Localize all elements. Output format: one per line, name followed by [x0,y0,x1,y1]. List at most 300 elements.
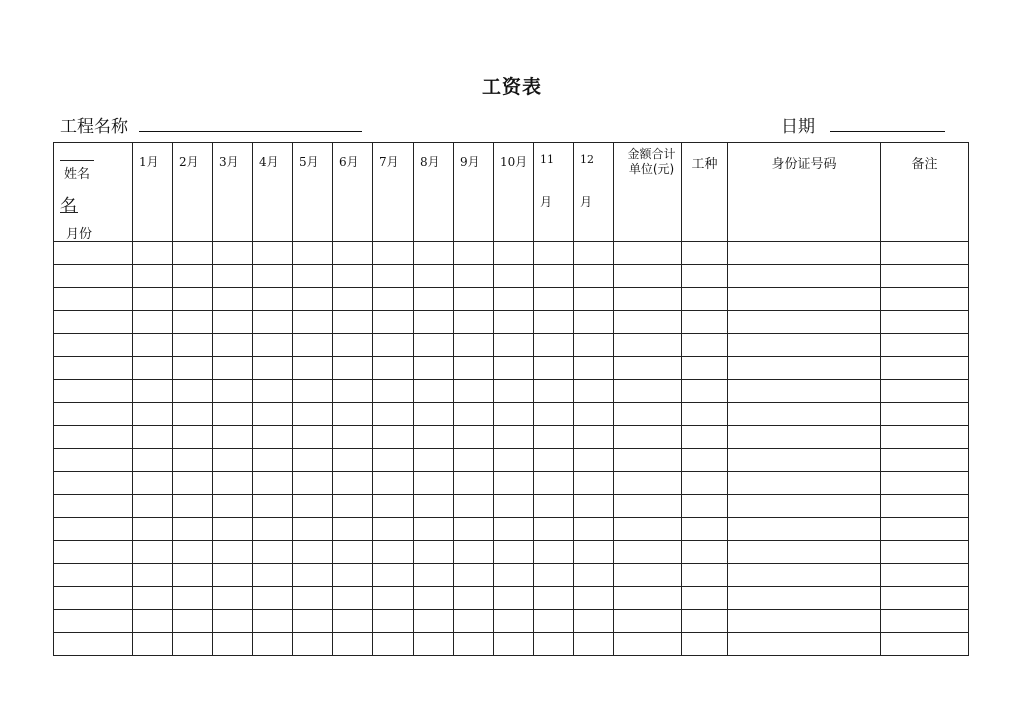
table-cell[interactable] [373,472,414,495]
table-cell[interactable] [213,564,253,587]
table-cell[interactable] [133,633,173,656]
table-cell[interactable] [173,265,213,288]
table-cell[interactable] [534,426,574,449]
table-cell[interactable] [414,288,454,311]
table-cell[interactable] [574,334,614,357]
table-cell[interactable] [293,426,333,449]
table-cell[interactable] [54,311,133,334]
table-cell[interactable] [614,518,682,541]
table-cell[interactable] [494,403,534,426]
table-cell[interactable] [213,633,253,656]
table-cell[interactable] [213,587,253,610]
table-cell[interactable] [728,518,881,541]
table-cell[interactable] [494,633,534,656]
table-cell[interactable] [54,242,133,265]
table-cell[interactable] [333,564,373,587]
table-cell[interactable] [253,610,293,633]
table-cell[interactable] [614,357,682,380]
table-cell[interactable] [614,449,682,472]
table-cell[interactable] [333,449,373,472]
table-cell[interactable] [682,541,728,564]
table-cell[interactable] [614,242,682,265]
table-cell[interactable] [614,334,682,357]
table-cell[interactable] [414,426,454,449]
table-cell[interactable] [333,311,373,334]
table-cell[interactable] [173,610,213,633]
table-cell[interactable] [614,495,682,518]
table-cell[interactable] [574,265,614,288]
table-cell[interactable] [494,472,534,495]
table-cell[interactable] [574,311,614,334]
table-cell[interactable] [373,288,414,311]
table-cell[interactable] [173,311,213,334]
table-cell[interactable] [293,633,333,656]
table-cell[interactable] [454,288,494,311]
table-cell[interactable] [133,541,173,564]
table-cell[interactable] [213,610,253,633]
table-cell[interactable] [133,472,173,495]
table-cell[interactable] [574,495,614,518]
table-cell[interactable] [414,587,454,610]
table-cell[interactable] [253,380,293,403]
table-cell[interactable] [333,357,373,380]
table-cell[interactable] [454,518,494,541]
table-cell[interactable] [373,541,414,564]
table-cell[interactable] [881,518,969,541]
table-cell[interactable] [574,380,614,403]
table-cell[interactable] [173,449,213,472]
table-cell[interactable] [173,334,213,357]
table-cell[interactable] [614,633,682,656]
table-cell[interactable] [614,541,682,564]
table-cell[interactable] [881,495,969,518]
table-cell[interactable] [494,518,534,541]
table-cell[interactable] [133,587,173,610]
table-cell[interactable] [614,587,682,610]
table-cell[interactable] [574,518,614,541]
table-cell[interactable] [213,380,253,403]
table-cell[interactable] [54,495,133,518]
table-cell[interactable] [293,311,333,334]
table-cell[interactable] [293,288,333,311]
table-cell[interactable] [682,311,728,334]
table-cell[interactable] [682,610,728,633]
table-cell[interactable] [253,449,293,472]
table-cell[interactable] [253,541,293,564]
table-cell[interactable] [373,403,414,426]
table-cell[interactable] [414,380,454,403]
table-cell[interactable] [574,633,614,656]
table-cell[interactable] [574,610,614,633]
table-cell[interactable] [133,518,173,541]
table-cell[interactable] [173,564,213,587]
table-cell[interactable] [574,587,614,610]
table-cell[interactable] [293,495,333,518]
table-cell[interactable] [293,265,333,288]
table-cell[interactable] [373,495,414,518]
table-cell[interactable] [133,380,173,403]
table-cell[interactable] [173,633,213,656]
table-cell[interactable] [682,380,728,403]
table-cell[interactable] [574,449,614,472]
table-cell[interactable] [414,242,454,265]
table-cell[interactable] [213,288,253,311]
table-cell[interactable] [293,610,333,633]
table-cell[interactable] [881,633,969,656]
table-cell[interactable] [574,288,614,311]
table-cell[interactable] [373,449,414,472]
table-cell[interactable] [728,311,881,334]
table-cell[interactable] [682,288,728,311]
table-cell[interactable] [454,265,494,288]
table-cell[interactable] [373,357,414,380]
table-cell[interactable] [133,334,173,357]
table-cell[interactable] [728,472,881,495]
table-cell[interactable] [173,426,213,449]
table-cell[interactable] [454,311,494,334]
table-cell[interactable] [173,288,213,311]
table-cell[interactable] [682,472,728,495]
table-cell[interactable] [534,587,574,610]
table-cell[interactable] [494,610,534,633]
table-cell[interactable] [54,541,133,564]
table-cell[interactable] [728,633,881,656]
table-cell[interactable] [881,541,969,564]
table-cell[interactable] [133,449,173,472]
table-cell[interactable] [682,564,728,587]
table-cell[interactable] [454,449,494,472]
table-cell[interactable] [213,472,253,495]
table-cell[interactable] [253,288,293,311]
table-cell[interactable] [534,265,574,288]
table-cell[interactable] [614,564,682,587]
table-cell[interactable] [534,242,574,265]
table-cell[interactable] [333,403,373,426]
table-cell[interactable] [293,564,333,587]
table-cell[interactable] [293,541,333,564]
table-cell[interactable] [494,242,534,265]
table-cell[interactable] [213,495,253,518]
table-cell[interactable] [534,564,574,587]
table-cell[interactable] [881,242,969,265]
table-cell[interactable] [534,357,574,380]
table-cell[interactable] [728,357,881,380]
table-cell[interactable] [54,334,133,357]
table-cell[interactable] [213,357,253,380]
table-cell[interactable] [494,357,534,380]
table-cell[interactable] [494,380,534,403]
table-cell[interactable] [534,495,574,518]
table-cell[interactable] [534,449,574,472]
table-cell[interactable] [534,518,574,541]
table-cell[interactable] [414,633,454,656]
table-cell[interactable] [454,633,494,656]
table-cell[interactable] [682,334,728,357]
table-cell[interactable] [213,265,253,288]
table-cell[interactable] [253,357,293,380]
table-cell[interactable] [574,426,614,449]
table-cell[interactable] [574,357,614,380]
table-cell[interactable] [728,541,881,564]
table-cell[interactable] [881,449,969,472]
table-cell[interactable] [881,334,969,357]
table-cell[interactable] [54,403,133,426]
table-cell[interactable] [494,288,534,311]
table-cell[interactable] [414,334,454,357]
table-cell[interactable] [293,472,333,495]
table-cell[interactable] [173,380,213,403]
table-cell[interactable] [414,449,454,472]
table-cell[interactable] [534,541,574,564]
table-cell[interactable] [682,495,728,518]
table-cell[interactable] [881,610,969,633]
table-cell[interactable] [574,564,614,587]
table-cell[interactable] [534,288,574,311]
table-cell[interactable] [414,311,454,334]
table-cell[interactable] [454,472,494,495]
table-cell[interactable] [173,472,213,495]
table-cell[interactable] [614,610,682,633]
table-cell[interactable] [54,380,133,403]
table-cell[interactable] [333,380,373,403]
table-cell[interactable] [173,242,213,265]
table-cell[interactable] [574,403,614,426]
table-cell[interactable] [54,610,133,633]
table-cell[interactable] [253,403,293,426]
table-cell[interactable] [881,403,969,426]
table-cell[interactable] [373,518,414,541]
table-cell[interactable] [133,357,173,380]
table-cell[interactable] [494,265,534,288]
table-cell[interactable] [682,426,728,449]
table-cell[interactable] [454,541,494,564]
table-cell[interactable] [414,495,454,518]
table-cell[interactable] [293,380,333,403]
table-cell[interactable] [333,472,373,495]
table-cell[interactable] [333,426,373,449]
table-cell[interactable] [414,357,454,380]
table-cell[interactable] [728,587,881,610]
table-cell[interactable] [373,610,414,633]
table-cell[interactable] [414,265,454,288]
table-cell[interactable] [173,357,213,380]
table-cell[interactable] [454,564,494,587]
table-cell[interactable] [881,265,969,288]
table-cell[interactable] [728,610,881,633]
table-cell[interactable] [534,334,574,357]
table-cell[interactable] [133,288,173,311]
table-cell[interactable] [253,633,293,656]
table-cell[interactable] [333,334,373,357]
table-cell[interactable] [54,472,133,495]
table-cell[interactable] [682,518,728,541]
table-cell[interactable] [728,449,881,472]
table-cell[interactable] [414,403,454,426]
table-cell[interactable] [534,610,574,633]
table-cell[interactable] [728,380,881,403]
table-cell[interactable] [333,541,373,564]
table-cell[interactable] [253,472,293,495]
table-cell[interactable] [253,242,293,265]
table-cell[interactable] [213,541,253,564]
table-cell[interactable] [728,242,881,265]
table-cell[interactable] [253,311,293,334]
table-cell[interactable] [454,495,494,518]
table-cell[interactable] [54,587,133,610]
table-cell[interactable] [534,472,574,495]
table-cell[interactable] [333,587,373,610]
table-cell[interactable] [54,518,133,541]
table-cell[interactable] [213,426,253,449]
table-cell[interactable] [373,587,414,610]
table-cell[interactable] [728,265,881,288]
table-cell[interactable] [454,403,494,426]
table-cell[interactable] [614,403,682,426]
table-cell[interactable] [253,265,293,288]
table-cell[interactable] [333,265,373,288]
table-cell[interactable] [373,633,414,656]
table-cell[interactable] [682,403,728,426]
table-cell[interactable] [54,449,133,472]
table-cell[interactable] [728,334,881,357]
table-cell[interactable] [682,357,728,380]
table-cell[interactable] [333,633,373,656]
table-cell[interactable] [614,472,682,495]
table-cell[interactable] [54,357,133,380]
table-cell[interactable] [414,610,454,633]
table-cell[interactable] [682,449,728,472]
table-cell[interactable] [534,403,574,426]
table-cell[interactable] [728,426,881,449]
table-cell[interactable] [293,587,333,610]
table-cell[interactable] [574,242,614,265]
table-cell[interactable] [574,472,614,495]
table-cell[interactable] [54,288,133,311]
table-cell[interactable] [454,587,494,610]
table-cell[interactable] [881,288,969,311]
table-cell[interactable] [614,311,682,334]
table-cell[interactable] [54,426,133,449]
table-cell[interactable] [881,426,969,449]
table-cell[interactable] [682,587,728,610]
table-cell[interactable] [881,311,969,334]
table-cell[interactable] [373,380,414,403]
table-cell[interactable] [54,265,133,288]
table-cell[interactable] [133,265,173,288]
table-cell[interactable] [682,242,728,265]
table-cell[interactable] [682,633,728,656]
table-cell[interactable] [494,311,534,334]
table-cell[interactable] [534,633,574,656]
table-cell[interactable] [574,541,614,564]
table-cell[interactable] [133,426,173,449]
table-cell[interactable] [133,564,173,587]
table-cell[interactable] [494,334,534,357]
table-cell[interactable] [454,380,494,403]
table-cell[interactable] [881,564,969,587]
table-cell[interactable] [213,334,253,357]
table-cell[interactable] [333,610,373,633]
table-cell[interactable] [373,265,414,288]
table-cell[interactable] [414,518,454,541]
table-cell[interactable] [414,472,454,495]
table-cell[interactable] [373,242,414,265]
table-cell[interactable] [614,426,682,449]
table-cell[interactable] [173,587,213,610]
table-cell[interactable] [253,587,293,610]
table-cell[interactable] [454,426,494,449]
table-cell[interactable] [494,495,534,518]
table-cell[interactable] [133,311,173,334]
table-cell[interactable] [293,334,333,357]
table-cell[interactable] [881,587,969,610]
table-cell[interactable] [614,380,682,403]
table-cell[interactable] [881,472,969,495]
table-cell[interactable] [373,334,414,357]
table-cell[interactable] [253,334,293,357]
table-cell[interactable] [454,334,494,357]
table-cell[interactable] [728,495,881,518]
table-cell[interactable] [133,610,173,633]
table-cell[interactable] [173,495,213,518]
table-cell[interactable] [293,242,333,265]
table-cell[interactable] [614,265,682,288]
table-cell[interactable] [494,449,534,472]
table-cell[interactable] [253,426,293,449]
table-cell[interactable] [454,610,494,633]
table-cell[interactable] [173,518,213,541]
table-cell[interactable] [253,564,293,587]
table-cell[interactable] [728,564,881,587]
table-cell[interactable] [494,541,534,564]
table-cell[interactable] [373,564,414,587]
table-cell[interactable] [881,380,969,403]
table-cell[interactable] [373,311,414,334]
table-cell[interactable] [728,403,881,426]
table-cell[interactable] [293,357,333,380]
table-cell[interactable] [614,288,682,311]
table-cell[interactable] [133,403,173,426]
table-cell[interactable] [133,495,173,518]
table-cell[interactable] [414,541,454,564]
table-cell[interactable] [253,495,293,518]
table-cell[interactable] [414,564,454,587]
table-cell[interactable] [173,541,213,564]
table-cell[interactable] [213,242,253,265]
table-cell[interactable] [293,403,333,426]
table-cell[interactable] [213,449,253,472]
table-cell[interactable] [373,426,414,449]
table-cell[interactable] [213,403,253,426]
table-cell[interactable] [494,564,534,587]
table-cell[interactable] [682,265,728,288]
table-cell[interactable] [494,587,534,610]
table-cell[interactable] [728,288,881,311]
table-cell[interactable] [534,380,574,403]
table-cell[interactable] [333,242,373,265]
table-cell[interactable] [293,518,333,541]
table-cell[interactable] [213,518,253,541]
table-cell[interactable] [173,403,213,426]
table-cell[interactable] [881,357,969,380]
table-cell[interactable] [534,311,574,334]
table-cell[interactable] [54,564,133,587]
table-cell[interactable] [253,518,293,541]
table-cell[interactable] [293,449,333,472]
table-cell[interactable] [333,518,373,541]
table-cell[interactable] [454,357,494,380]
table-cell[interactable] [213,311,253,334]
